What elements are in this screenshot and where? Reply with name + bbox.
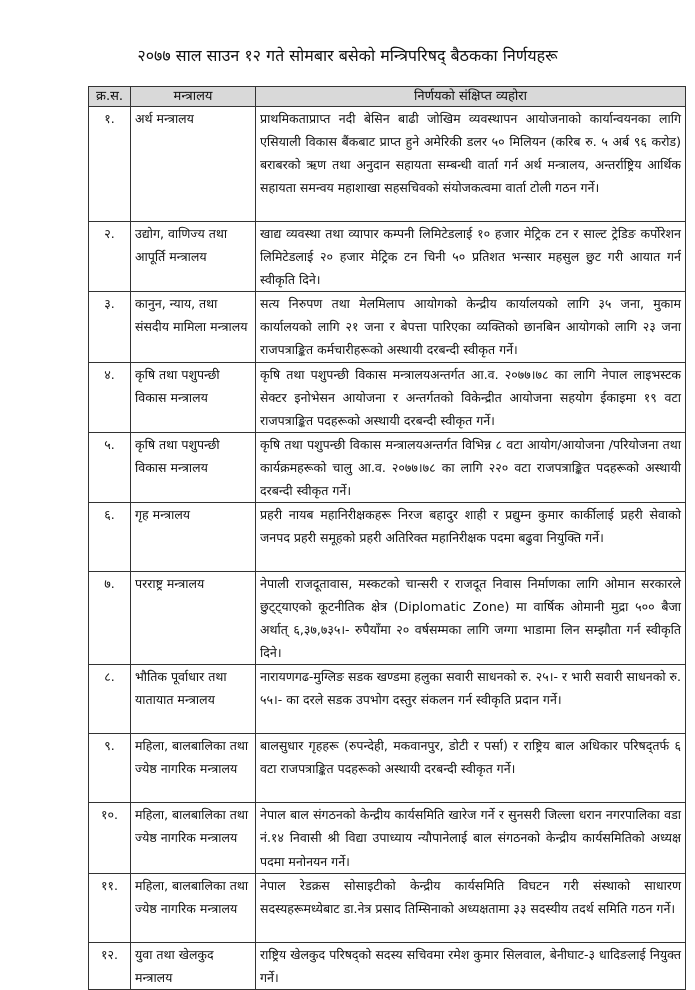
decision-cell: कृषि तथा पशुपन्छी विकास मन्त्रालयअन्तर्गत आ.व. २०७७।७८ का लागि नेपाल लाइभस्टक सेक्टर इनोभेसन आयोजना र अन्तर्गतको विकेन्द्रीत आयोजना सहयोग ईकाइमा १९ वटा राजपत्राङ्कित पदहरूको अस्थायी दरबन्दी स्वीकृत गर्ने। bbox=[256, 362, 686, 432]
table-row bbox=[89, 362, 686, 432]
ministry-cell: महिला, बालबालिका तथा ज्येष्ठ नागरिक मन्त्रालय bbox=[131, 873, 256, 942]
table-row bbox=[89, 734, 686, 803]
header-serial: क्र.स. bbox=[89, 87, 131, 107]
table-row bbox=[89, 222, 686, 292]
decision-cell: कृषि तथा पशुपन्छी विकास मन्त्रालयअन्तर्गत विभिन्न ८ वटा आयोग/आयोजना /परियोजना तथा कार्यक्रमहरूको चालु आ.व. २०७७।७८ का लागि २२० वटा राजपत्राङ्कित पदहरूको अस्थायी दरबन्दी स्वीकृत गर्ने। bbox=[256, 432, 686, 502]
decision-cell: बालसुधार गृहहरू (रुपन्देही, मकवानपुर, डोटी र पर्सा) र राष्ट्रिय बाल अधिकार परिषद्तर्फ ६ वटा राजपत्राङ्कित पदहरूको अस्थायी दरबन्दी स्वीकृत गर्ने। bbox=[256, 734, 686, 803]
ministry-cell: युवा तथा खेलकुद मन्त्रालय bbox=[131, 942, 256, 989]
table-header-row bbox=[89, 87, 686, 107]
serial-cell: ३. bbox=[89, 292, 131, 362]
table-row bbox=[89, 432, 686, 502]
serial-cell: ९. bbox=[89, 734, 131, 803]
table-row bbox=[89, 665, 686, 734]
header-ministry: मन्त्रालय bbox=[131, 87, 256, 107]
serial-cell: ६. bbox=[89, 502, 131, 571]
serial-cell: १. bbox=[89, 107, 131, 222]
table-row bbox=[89, 502, 686, 571]
table-row bbox=[89, 873, 686, 942]
serial-cell: १०. bbox=[89, 803, 131, 873]
table-row bbox=[89, 803, 686, 873]
ministry-cell: परराष्ट्र मन्त्रालय bbox=[131, 571, 256, 664]
ministry-cell: महिला, बालबालिका तथा ज्येष्ठ नागरिक मन्त्रालय bbox=[131, 734, 256, 803]
ministry-cell: महिला, बालबालिका तथा ज्येष्ठ नागरिक मन्त्रालय bbox=[131, 803, 256, 873]
serial-cell: ४. bbox=[89, 362, 131, 432]
decision-cell: नेपाली राजदूतावास, मस्कटको चान्सरी र राजदूत निवास निर्माणका लागि ओमान सरकारले छुट्ट्याएको कूटनीतिक क्षेत्र (Diplomatic Zone) मा वार्षिक ओमानी मुद्रा ५०० बैजा अर्थात् ६,३७,७३५।- रुपैयाँमा २० वर्षसम्मका लागि जग्गा भाडामा लिन सम्झौता गर्न स्वीकृति दिने। bbox=[256, 571, 686, 664]
ministry-cell: भौतिक पूर्वाधार तथा यातायात मन्त्रालय bbox=[131, 665, 256, 734]
ministry-cell: कृषि तथा पशुपन्छी विकास मन्त्रालय bbox=[131, 432, 256, 502]
serial-cell: ५. bbox=[89, 432, 131, 502]
table-row bbox=[89, 571, 686, 664]
serial-cell: १२. bbox=[89, 942, 131, 989]
ministry-cell: कृषि तथा पशुपन्छी विकास मन्त्रालय bbox=[131, 362, 256, 432]
serial-cell: ११. bbox=[89, 873, 131, 942]
ministry-cell: उद्योग, वाणिज्य तथा आपूर्ति मन्त्रालय bbox=[131, 222, 256, 292]
ministry-cell: अर्थ मन्त्रालय bbox=[131, 107, 256, 222]
decision-cell: नेपाल बाल संगठनको केन्द्रीय कार्यसमिति खारेज गर्ने र सुनसरी जिल्ला धरान नगरपालिका वडा नं.१४ निवासी श्री विद्या उपाध्याय न्यौपानेलाई बाल संगठनको केन्द्रीय कार्यसमितिको अध्यक्ष पदमा मनोनयन गर्ने। bbox=[256, 803, 686, 873]
decision-cell: प्राथमिकताप्राप्त नदी बेसिन बाढी जोखिम व्यवस्थापन आयोजनाको कार्यान्वयनका लागि एसियाली विकास बैंकबाट प्राप्त हुने अमेरिकी डलर ५० मिलियन (करिब रु. ५ अर्ब ९६ करोड) बराबरको ऋण तथा अनुदान सहायता सम्बन्धी वार्ता गर्न अर्थ मन्त्रालय, अन्तर्राष्ट्रिय आर्थिक सहायता समन्वय महाशाखा सहसचिवको संयोजकत्वमा वार्ता टोली गठन गर्ने। bbox=[256, 107, 686, 222]
decision-cell: राष्ट्रिय खेलकुद परिषद्को सदस्य सचिवमा रमेश कुमार सिलवाल, बेनीघाट-३ धादिङलाई नियुक्त गर्ने। bbox=[256, 942, 686, 989]
header-decision: निर्णयको संक्षिप्त व्यहोरा bbox=[256, 87, 686, 107]
serial-cell: २. bbox=[89, 222, 131, 292]
serial-cell: ८. bbox=[89, 665, 131, 734]
ministry-cell: कानुन, न्याय, तथा संसदीय मामिला मन्त्रालय bbox=[131, 292, 256, 362]
decision-cell: नेपाल रेडक्रस सोसाइटीको केन्द्रीय कार्यसमिति विघटन गरी संस्थाको साधारण सदस्यहरूमध्येबाट डा.नेत्र प्रसाद तिम्सिनाको अध्यक्षतामा ३३ सदस्यीय तदर्थ समिति गठन गर्ने। bbox=[256, 873, 686, 942]
decision-cell: प्रहरी नायब महानिरीक्षकहरू निरज बहादुर शाही र प्रद्युम्न कुमार कार्कीलाई प्रहरी सेवाको जनपद प्रहरी समूहको प्रहरी अतिरिक्त महानिरीक्षक पदमा बढुवा नियुक्ति गर्ने। bbox=[256, 502, 686, 571]
decisions-table bbox=[88, 86, 686, 990]
decision-cell: सत्य निरुपण तथा मेलमिलाप आयोगको केन्द्रीय कार्यालयको लागि ३५ जना, मुकाम कार्यालयको लागि २१ जना र बेपत्ता पारिएका व्यक्तिको छानबिन आयोगको लागि २३ जना राजपत्राङ्कित कर्मचारीहरूको अस्थायी दरबन्दी स्वीकृत गर्ने। bbox=[256, 292, 686, 362]
serial-cell: ७. bbox=[89, 571, 131, 664]
decision-cell: नारायणगढ-मुग्लिङ सडक खण्डमा हलुका सवारी साधनको रु. २५।- र भारी सवारी साधनको रु. ५५।- का दरले सडक उपभोग दस्तुर संकलन गर्न स्वीकृति प्रदान गर्ने। bbox=[256, 665, 686, 734]
table-row bbox=[89, 292, 686, 362]
ministry-cell: गृह मन्त्रालय bbox=[131, 502, 256, 571]
table-row bbox=[89, 107, 686, 222]
document-title: २०७७ साल साउन १२ गते सोमबार बसेको मन्त्रिपरिषद् बैठकका निर्णयहरू bbox=[137, 46, 558, 65]
decision-cell: खाद्य व्यवस्था तथा व्यापार कम्पनी लिमिटेडलाई १० हजार मेट्रिक टन र साल्ट ट्रेडिङ कर्पोरेशन लिमिटेडलाई २० हजार मेट्रिक टन चिनी ५० प्रतिशत भन्सार महसुल छुट गरी आयात गर्न स्वीकृति दिने। bbox=[256, 222, 686, 292]
table-row bbox=[89, 942, 686, 989]
